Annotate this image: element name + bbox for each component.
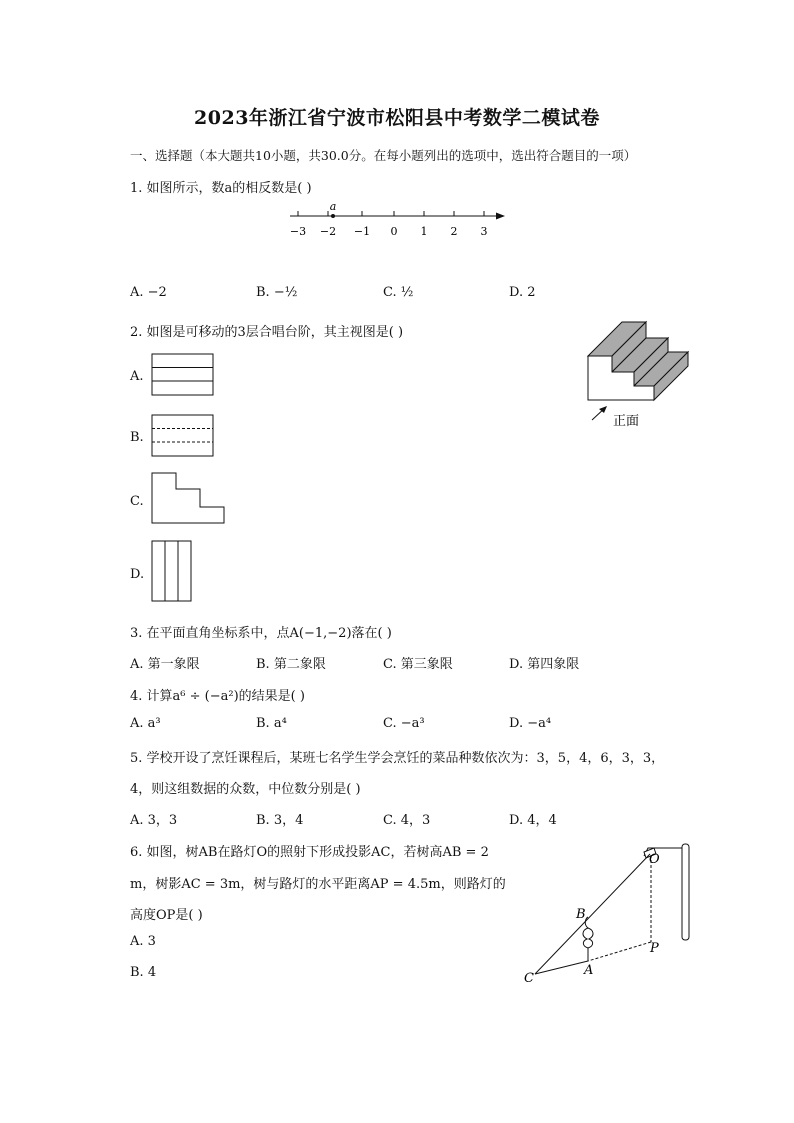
- question-4-option-d[interactable]: D. −a⁴: [509, 716, 552, 731]
- question-5-option-d[interactable]: D. 4，4: [509, 813, 557, 828]
- question-2-stem: 2. 如图是可移动的3层合唱台阶，其主视图是( ): [130, 325, 404, 340]
- question-4-option-b[interactable]: B. a⁴: [256, 716, 287, 731]
- number-line-figure: [285, 200, 515, 244]
- question-5-option-b[interactable]: B. 3，4: [256, 813, 304, 828]
- question-2-option-c[interactable]: C.: [130, 494, 144, 509]
- staircase-figure: [580, 318, 695, 433]
- question-5-stem-line-1: 5. 学校开设了烹饪课程后，某班七名学生学会烹饪的菜品种数依次为：3，5，4，6，3，3，: [130, 751, 665, 766]
- label-c: C: [524, 971, 534, 986]
- label-p: P: [650, 941, 659, 956]
- tick-label: −2: [319, 225, 337, 238]
- question-1-stem: 1. 如图所示，数a的相反数是( ): [130, 181, 312, 196]
- question-1-option-a[interactable]: A. −2: [130, 285, 167, 300]
- question-5-stem-line-2: 4，则这组数据的众数，中位数分别是( ): [130, 782, 361, 797]
- question-3-stem: 3. 在平面直角坐标系中，点A(−1,−2)落在( ): [130, 626, 392, 641]
- question-6-option-b[interactable]: B. 4: [130, 965, 157, 980]
- question-2-option-b[interactable]: B.: [130, 430, 144, 445]
- question-1-option-b[interactable]: B. −½: [256, 285, 298, 300]
- question-6-stem-line-2: m，树影AC = 3m，树与路灯的水平距离AP = 4.5m，则路灯的: [130, 877, 506, 892]
- question-6-stem-line-1: 6. 如图，树AB在路灯O的照射下形成投影AC，若树高AB = 2: [130, 845, 489, 860]
- tick-label: −1: [353, 225, 371, 238]
- tick-label: 0: [390, 225, 398, 238]
- label-a: A: [584, 963, 594, 978]
- question-2-option-d[interactable]: D.: [130, 567, 145, 582]
- question-5-option-c[interactable]: C. 4，3: [383, 813, 431, 828]
- tick-label: 3: [480, 225, 488, 238]
- question-4-option-c[interactable]: C. −a³: [383, 716, 425, 731]
- label-b: B: [576, 907, 586, 922]
- question-2-option-a[interactable]: A.: [130, 369, 144, 384]
- point-a-label: a: [329, 200, 337, 213]
- point-a-marker: [331, 214, 335, 218]
- option-b-figure: [151, 414, 215, 462]
- question-3-option-a[interactable]: A. 第一象限: [130, 657, 200, 672]
- page-title: 2023年浙江省宁波市松阳县中考数学二模试卷: [194, 107, 600, 129]
- question-6-stem-line-3: 高度OP是( ): [130, 908, 203, 923]
- question-3-option-b[interactable]: B. 第二象限: [256, 657, 326, 672]
- streetlight-figure: [518, 838, 698, 988]
- front-label: 正面: [613, 414, 640, 429]
- option-d-figure: [151, 540, 195, 608]
- question-1-option-c[interactable]: C. ½: [383, 285, 414, 300]
- question-5-option-a[interactable]: A. 3，3: [130, 813, 178, 828]
- option-a-figure: [151, 353, 215, 401]
- question-6-option-a[interactable]: A. 3: [130, 934, 156, 949]
- question-3-option-d[interactable]: D. 第四象限: [509, 657, 580, 672]
- question-4-stem: 4. 计算a⁶ ÷ (−a²)的结果是( ): [130, 689, 305, 704]
- option-c-figure: [151, 472, 227, 530]
- question-1-option-d[interactable]: D. 2: [509, 285, 536, 300]
- question-4-option-a[interactable]: A. a³: [130, 716, 161, 731]
- tick-label: 2: [450, 225, 458, 238]
- tick-label: −3: [289, 225, 307, 238]
- label-o: O: [649, 852, 660, 867]
- tick-label: 1: [420, 225, 428, 238]
- section-heading: 一、选择题（本大题共10小题，共30.0分。在每小题列出的选项中，选出符合题目的一项）: [130, 148, 637, 163]
- question-3-option-c[interactable]: C. 第三象限: [383, 657, 453, 672]
